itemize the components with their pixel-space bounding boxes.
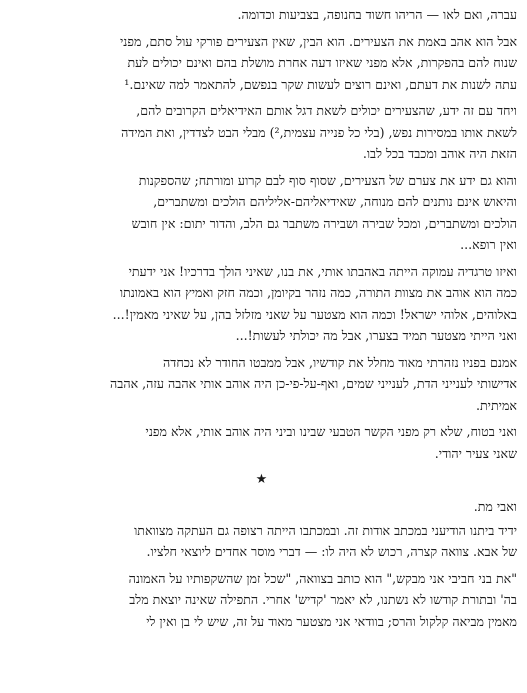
text-line: ואין רופא...: [460, 237, 517, 252]
text-line: באלוהים, אלוהי ישראל! וכמה הוא מצטער על שאני מזלזל בהן, על שאיני מאמין!...: [112, 306, 517, 322]
text-line: עתה לשנות את דעתם, ואינם רוצים לעשות שקר בנפשם, להתאמר למה שאינם.¹: [124, 76, 517, 92]
text-line: מאמין מביאה קלקול והרס; בוודאי אני מצטער מאוד על זה, שיש לי בן ואין לי: [146, 613, 517, 629]
paragraph-9: [6, 520, 517, 563]
text-line: ואבי מת.: [473, 499, 517, 514]
text-line: והוא גם ידע את צערם של הצעירים, שסוף סוף לבם קרוע ומורתח; שהספקנות: [138, 172, 517, 188]
text-line: והיאוש אינם נותנים להם מנוחה, שאידיאליהם-אליליהם הולכים ומשתברים,: [153, 194, 517, 209]
text-line: בה' ובתורת קודשו לא נשתנו, לא יאמר 'קדיש' אחרי. התפילה שאינה יוצאת מלב: [129, 592, 517, 607]
text-line: עברה, ואם לאו — הריהו חשוד בחנופה, בצביעות וכדומה.: [237, 7, 517, 22]
text-line: אבל הוא אהב באמת את הצעירים. הוא הבין, שאין הצעירים פורקי עול סתם, מפני: [120, 33, 517, 49]
section-separator-star: ★: [255, 472, 268, 487]
paragraph-10: [6, 568, 517, 633]
text-line: כמה הוא אוהב את מצוות התורה, כמה נזהר בקיומן, וכמה חזק ואמיץ הוא באמונתו: [119, 285, 517, 300]
text-line: לשאת אותו במסירות נפש, (בלי כל פנייה עצמית,²) מבלי הבט לצדדין, ואת המידה: [121, 124, 517, 140]
text-line: אמיתית.: [476, 397, 517, 413]
paragraph-6: [6, 352, 517, 417]
paragraph-4: [6, 170, 517, 256]
text-line: שנוח להם בהפקרות, אלא מפני שאיזו דעה אחרת מושלת בהם ואינם יכולים לעת: [127, 55, 517, 70]
text-line: אדישותי לענייני הדת, לענייני שמים, ואף-על-פי-כן היה אוהב אותי אהבה עזה, אהבה: [110, 376, 517, 391]
paragraph-5: [6, 261, 517, 347]
text-line: "את בני חביבי אני מבקש," הוא כותב בצוואה, "שכל זמן שהשקפותיו על האמונה: [128, 570, 517, 586]
text-line: ויחד עם זה ידע, שהצעירים יכולים לשאת דגל אותם האידיאלים הקרובים להם,: [136, 103, 517, 118]
text-line: אמנם בפניו נזהרתי מאוד מחלל את קודשיו, אבל ממבטו החודר לא נכחדה: [163, 354, 517, 370]
paragraph-8: [6, 496, 517, 518]
text-line: שאני צעיר יהודי.: [434, 445, 517, 461]
paragraph-2: [6, 31, 517, 96]
text-line: של אבא. צוואה קצרה, רכוש לא היה לו: — דברי מוסר אחדים ליוצאי חלציו.: [146, 544, 517, 559]
text-line: ואיזו טרגדיה עמוקה הייתה באהבתו אותי, את בנו, שאיני הולך בדרכיו! אני ידעתי: [128, 263, 517, 279]
text-line: הזאת היה אוהב ומכבד בכל לבו.: [362, 146, 517, 161]
text-line: ואני בטוח, שלא רק מפני הקשר הטבעי שבינו וביני היה אוהב אותי, אלא מפני: [145, 424, 517, 439]
text-line: ידיד ביתנו הודיעני במכתב אודות זה. ובמכתבו הייתה רצופה גם העתקה מצוואתו: [134, 522, 517, 538]
paragraph-7: [6, 421, 517, 464]
text-line: הולכים ומשתברים, ומכל שבירה ושבירה משתבר גם הלב, והדור יתום: אין חובש: [131, 215, 517, 231]
paragraph-1: [6, 4, 517, 26]
paragraph-3: [6, 100, 517, 165]
text-line: ואני הייתי מצטער תמיד בצערו, אבל מה יכולתי לעשות!...: [235, 328, 517, 343]
